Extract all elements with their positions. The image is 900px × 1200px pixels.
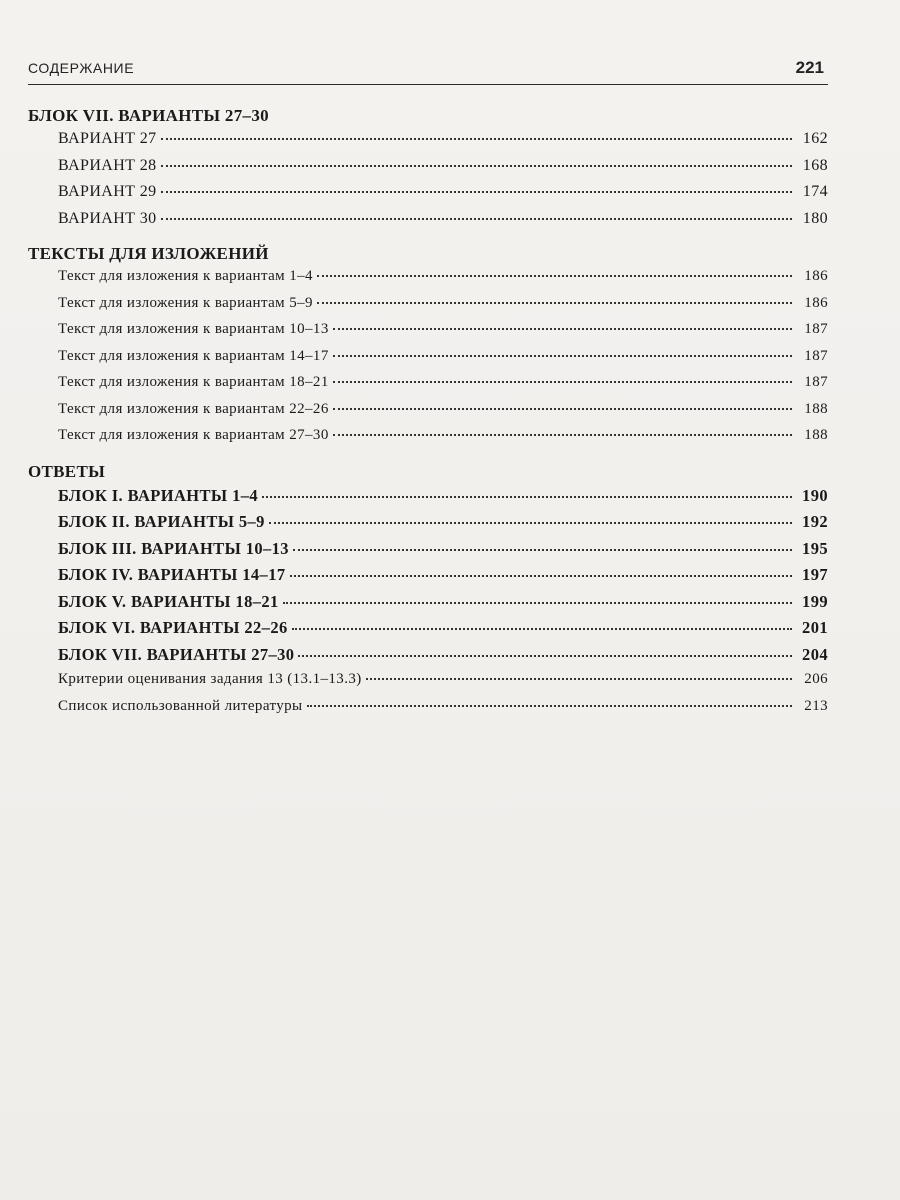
toc-entry-page: 199 xyxy=(802,591,828,611)
toc-entry-page: 201 xyxy=(802,618,828,637)
toc-section-title: ТЕКСТЫ ДЛЯ ИЗЛОЖЕНИЙ xyxy=(28,244,269,263)
table-of-contents xyxy=(28,104,828,730)
toc-entry[interactable] xyxy=(28,268,828,295)
toc-entry-list xyxy=(28,268,828,454)
dot-leader xyxy=(366,678,792,680)
toc-entry[interactable] xyxy=(28,130,828,157)
dot-leader xyxy=(161,218,792,220)
toc-entry[interactable] xyxy=(28,157,828,184)
toc-entry-label: ВАРИАНТ 28 xyxy=(58,156,157,174)
dot-leader xyxy=(283,602,792,604)
toc-entry-page: 192 xyxy=(802,512,828,531)
toc-entry-label: ВАРИАНТ 27 xyxy=(58,130,157,147)
toc-entry[interactable] xyxy=(28,618,828,645)
dot-leader xyxy=(290,575,792,577)
dot-leader xyxy=(161,165,792,167)
toc-entry-page: 162 xyxy=(802,130,828,147)
dot-leader xyxy=(333,355,792,357)
toc-entry[interactable] xyxy=(28,592,828,619)
toc-entry-label: Текст для изложения к вариантам 5–9 xyxy=(58,294,313,311)
dot-leader xyxy=(161,191,792,193)
toc-entry-page: 190 xyxy=(802,485,828,505)
toc-entry-page: 206 xyxy=(804,671,828,687)
toc-entry-page: 197 xyxy=(802,565,828,584)
toc-entry-page: 188 xyxy=(804,427,828,443)
toc-entry[interactable] xyxy=(28,374,828,401)
toc-section-block-vii xyxy=(28,104,828,236)
dot-leader xyxy=(317,275,792,277)
dot-leader xyxy=(317,302,792,304)
toc-entry-page: 204 xyxy=(802,644,828,664)
toc-entry-label: БЛОК III. ВАРИАНТЫ 10–13 xyxy=(58,538,289,558)
toc-entry-label: БЛОК II. ВАРИАНТЫ 5–9 xyxy=(58,512,265,531)
toc-entry[interactable] xyxy=(28,565,828,592)
toc-entry[interactable] xyxy=(28,295,828,322)
toc-entry[interactable] xyxy=(28,671,828,698)
toc-entry-page: 168 xyxy=(802,156,828,174)
toc-entry-label: ВАРИАНТ 30 xyxy=(58,209,157,227)
dot-leader xyxy=(292,628,792,630)
dot-leader xyxy=(333,381,792,383)
toc-entry-page: 187 xyxy=(804,321,828,337)
toc-entry[interactable] xyxy=(28,321,828,348)
toc-entry-page: 174 xyxy=(802,183,828,200)
toc-entry-page: 213 xyxy=(804,697,828,714)
dot-leader xyxy=(298,655,792,657)
toc-entry-page: 188 xyxy=(804,400,828,417)
toc-entry[interactable] xyxy=(28,210,828,237)
toc-entry-label: Текст для изложения к вариантам 22–26 xyxy=(58,400,329,417)
toc-entry-label: ВАРИАНТ 29 xyxy=(58,183,157,200)
dot-leader xyxy=(333,408,792,410)
toc-entry-page: 187 xyxy=(804,374,828,390)
toc-entry-label: БЛОК VII. ВАРИАНТЫ 27–30 xyxy=(58,644,295,664)
toc-entry-list xyxy=(28,486,828,725)
toc-entry-label: Критерии оценивания задания 13 (13.1–13.3) xyxy=(58,671,362,687)
toc-entry-label: Текст для изложения к вариантам 27–30 xyxy=(58,427,329,443)
toc-section-title: БЛОК VII. ВАРИАНТЫ 27–30 xyxy=(28,106,269,125)
toc-entry-page: 186 xyxy=(804,268,828,284)
toc-entry[interactable] xyxy=(28,539,828,566)
toc-section-texts xyxy=(28,242,828,454)
toc-entry[interactable] xyxy=(28,183,828,210)
toc-entry-page: 186 xyxy=(804,294,828,311)
toc-entry-label: БЛОК IV. ВАРИАНТЫ 14–17 xyxy=(58,565,286,584)
toc-entry-list xyxy=(28,130,828,236)
toc-entry-label: Текст для изложения к вариантам 10–13 xyxy=(58,321,329,337)
toc-entry-page: 180 xyxy=(802,209,828,227)
dot-leader xyxy=(333,434,792,436)
dot-leader xyxy=(262,496,792,498)
toc-entry[interactable] xyxy=(28,486,828,513)
dot-leader xyxy=(269,522,792,524)
running-header xyxy=(28,58,828,85)
toc-entry-label: Текст для изложения к вариантам 1–4 xyxy=(58,268,313,284)
toc-entry[interactable] xyxy=(28,348,828,375)
toc-entry-label: БЛОК VI. ВАРИАНТЫ 22–26 xyxy=(58,618,288,637)
toc-entry[interactable] xyxy=(28,401,828,428)
dot-leader xyxy=(333,328,792,330)
page-number: 221 xyxy=(795,58,824,77)
toc-entry-label: Текст для изложения к вариантам 18–21 xyxy=(58,374,329,390)
dot-leader xyxy=(161,138,792,140)
toc-entry-page: 195 xyxy=(802,538,828,558)
running-header-section: СОДЕРЖАНИЕ xyxy=(28,60,135,76)
toc-entry-label: БЛОК V. ВАРИАНТЫ 18–21 xyxy=(58,591,279,611)
toc-section-answers xyxy=(28,460,828,725)
toc-entry[interactable] xyxy=(28,427,828,454)
dot-leader xyxy=(293,549,792,551)
toc-entry-label: Текст для изложения к вариантам 14–17 xyxy=(58,347,329,364)
toc-entry-page: 187 xyxy=(804,347,828,364)
dot-leader xyxy=(307,705,792,707)
toc-entry-label: Список использованной литературы xyxy=(58,697,303,714)
toc-entry[interactable] xyxy=(28,698,828,725)
toc-section-title: ОТВЕТЫ xyxy=(28,461,106,481)
toc-entry-label: БЛОК I. ВАРИАНТЫ 1–4 xyxy=(58,485,259,505)
toc-entry[interactable] xyxy=(28,645,828,672)
toc-entry[interactable] xyxy=(28,512,828,539)
